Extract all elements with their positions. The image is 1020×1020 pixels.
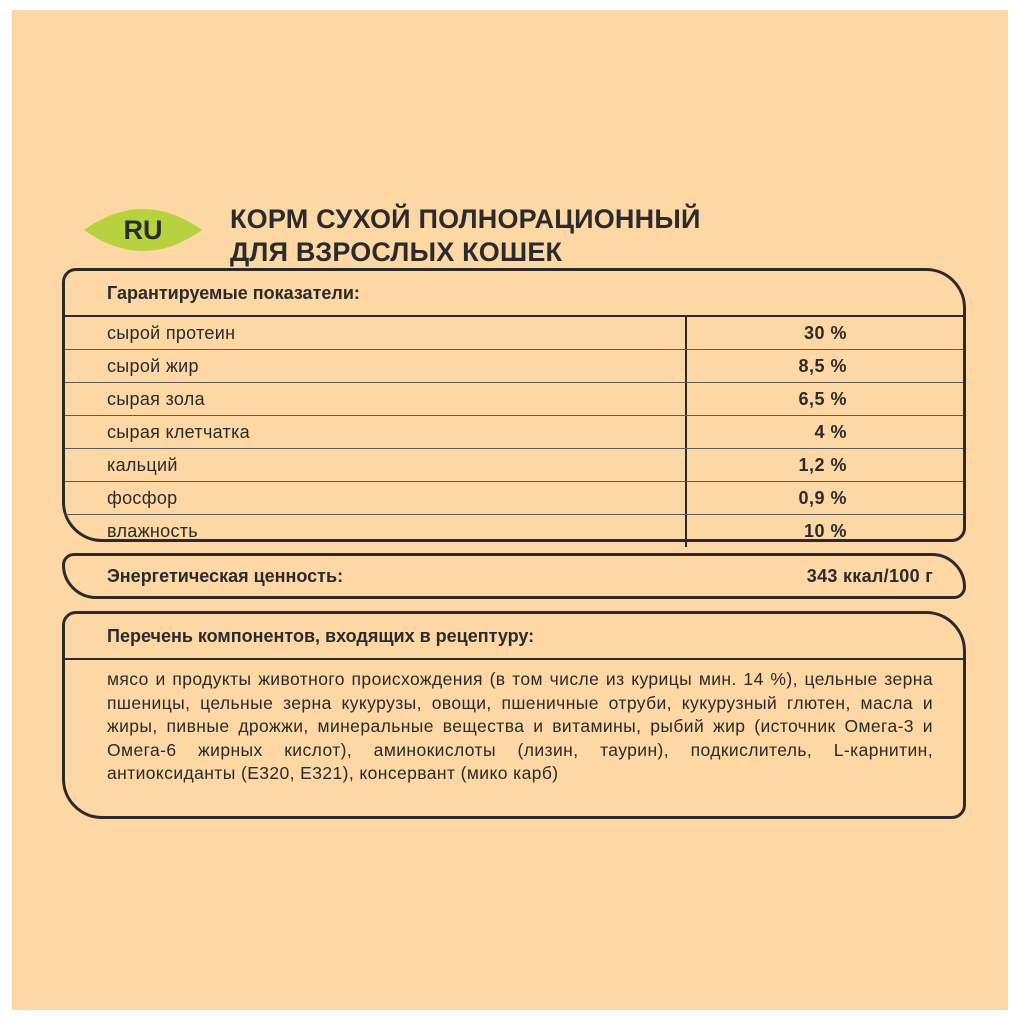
nutrient-value: 4 % [814, 421, 847, 442]
nutrient-value: 1,2 % [798, 454, 847, 475]
guaranteed-analysis-table [62, 268, 966, 542]
ingredients-box [62, 611, 966, 819]
nutrient-value: 6,5 % [798, 388, 847, 409]
product-title [230, 203, 701, 269]
nutrient-value: 8,5 % [798, 355, 847, 376]
nutrient-name: сырой протеин [65, 317, 687, 349]
table-row [65, 350, 963, 383]
product-title-line-2: ДЛЯ ВЗРОСЛЫХ КОШЕК [230, 237, 563, 267]
nutrient-name: сырой жир [65, 350, 687, 382]
energy-value-box [62, 553, 966, 599]
nutrient-name: влажность [65, 515, 687, 547]
guaranteed-analysis-heading: Гарантируемые показатели: [65, 271, 963, 317]
language-badge [82, 202, 204, 258]
nutrient-name: сырая зола [65, 383, 687, 415]
nutrient-value: 10 % [803, 520, 847, 541]
nutrient-name: сырая клетчатка [65, 416, 687, 448]
nutrient-value: 30 % [803, 322, 847, 343]
product-title-line-1: КОРМ СУХОЙ ПОЛНОРАЦИОННЫЙ [230, 204, 701, 234]
language-code: RU [123, 215, 163, 245]
table-row [65, 515, 963, 547]
table-row [65, 482, 963, 515]
ingredients-heading: Перечень компонентов, входящих в рецептуру: [65, 614, 963, 660]
energy-value: 343 ккал/100 г [806, 566, 933, 586]
nutrient-name: кальций [65, 449, 687, 481]
energy-label: Энергетическая ценность: [107, 566, 344, 586]
nutrient-value: 0,9 % [798, 487, 847, 508]
table-row [65, 416, 963, 449]
nutrient-name: фосфор [65, 482, 687, 514]
table-row [65, 383, 963, 416]
table-row [65, 317, 963, 350]
guaranteed-analysis-rows [65, 317, 963, 547]
label-background [12, 10, 1008, 1010]
table-row [65, 449, 963, 482]
ingredients-text: мясо и продукты животного происхождения (в том числе из курицы мин. 14 %), цельные зерна пшеницы, цельные зерна кукурузы, овощи, пшеничные отруби, кукурузный глютен, масла и жиры, пивные дрожжи, минеральные вещества и витамины, рыбий жир (источник Омега-3 и Омега-6 жирных кислот), аминокислоты (лизин, таурин), подкислитель, L-карнитин, антиоксиданты (E320, E321), консервант (мико карб) [107, 669, 933, 783]
